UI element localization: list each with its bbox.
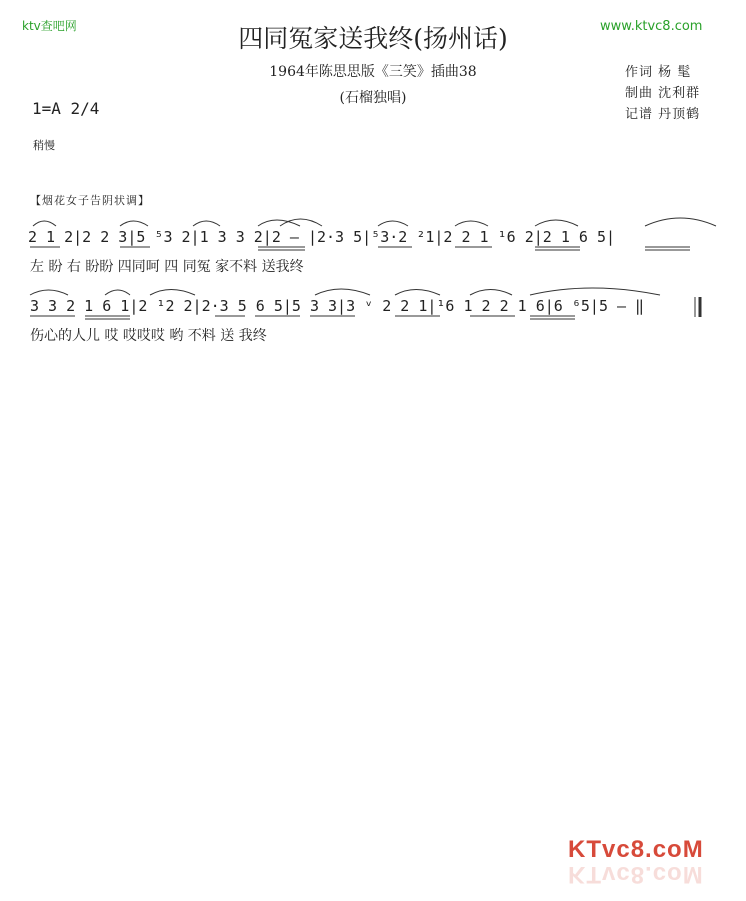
credit-lyricist: 作词 杨 髦 <box>625 65 692 80</box>
site-logo: KTvc8.coM <box>568 836 704 863</box>
page-title: 四同冤家送我终(扬州话) <box>238 24 508 53</box>
credit-composer: 制曲 沈利群 <box>625 86 701 101</box>
score-line-1-lyrics: 左 盼 右 盼盼 四同呵 四 同冤 家不料 送我终 <box>30 259 304 275</box>
site-url-right[interactable]: www.ktvc8.com <box>600 19 703 34</box>
score-line-2-lyrics: 伤心的人儿 哎 哎哎哎 哟 不料 送 我终 <box>30 328 267 344</box>
credit-transcriber: 记谱 丹顶鹤 <box>625 107 701 122</box>
tempo-marking: 稍慢 <box>33 139 55 152</box>
site-logo-reflection: KTvc8.coM <box>568 861 704 888</box>
subtitle: 1964年陈思思版《三笑》插曲38 <box>269 64 477 80</box>
singer-note: (石榴独唱) <box>339 90 407 106</box>
site-name-left: ktv查吧网 <box>22 19 77 33</box>
section-label: 【烟花女子告阴状调】 <box>30 194 150 207</box>
score-line-1-notes: 2 1 2|2 2 3|5 ⁵3 2|1 3 3 2|2 – |2·3 5|⁵3·2 ²1|2 2 1 ¹6 2|2 1 6 5| <box>28 228 615 246</box>
score-line-2-notes: 3 3 2 1 6 1|2 ¹2 2|2·3 5 6 5|5 3 3|3 ᵛ 2 2 1|¹6 1 2 2 1 6|6 ⁶5|5 – ‖ <box>30 297 645 315</box>
key-signature: 1=A 2/4 <box>32 99 100 118</box>
